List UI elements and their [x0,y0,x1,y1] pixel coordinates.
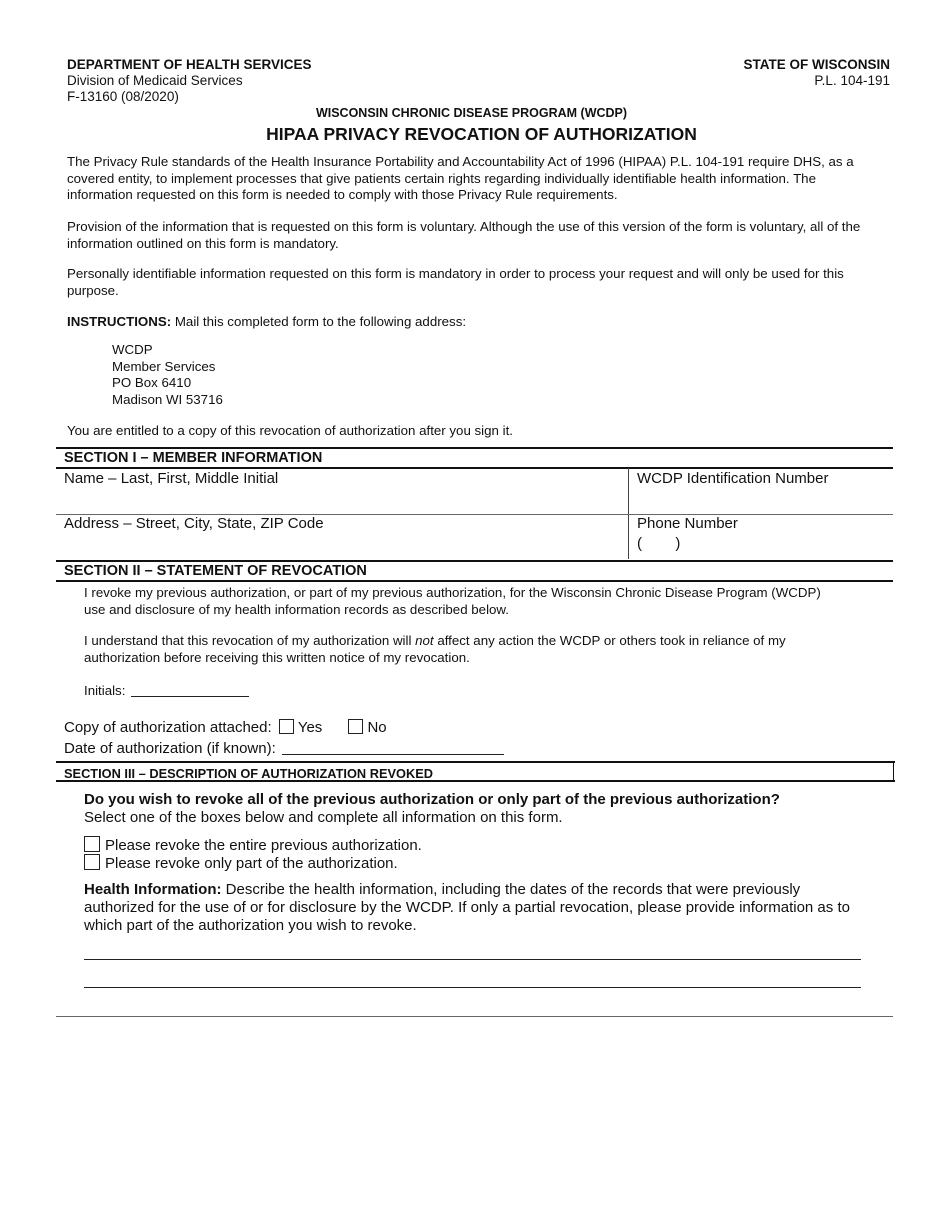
divider [56,467,893,469]
initials-field[interactable] [131,682,249,697]
division-name: Division of Medicaid Services [67,73,243,88]
divider [56,1016,893,1017]
instructions [67,314,466,331]
divider [56,780,895,782]
section-3-title: SECTION III – DESCRIPTION OF AUTHORIZATION REVOKED [64,766,433,781]
address-field[interactable] [60,535,625,557]
page-title: HIPAA PRIVACY REVOCATION OF AUTHORIZATION [266,124,697,144]
initials-row [84,682,249,700]
instructions-text: Mail this completed form to the following address: [171,314,467,329]
copy-note: You are entitled to a copy of this revocation of authorization after you sign it. [67,423,513,438]
state-name: STATE OF WISCONSIN [743,57,890,72]
divider [56,761,895,763]
divider [56,447,893,449]
phone-label: Phone Number [637,515,738,532]
initials-label: Initials: [84,683,126,698]
program-name: WISCONSIN CHRONIC DISEASE PROGRAM (WCDP) [315,106,628,120]
revoke-entire-checkbox[interactable] [84,836,100,852]
public-law: P.L. 104-191 [814,73,890,88]
wcdp-id-field[interactable] [632,490,890,512]
health-info-line[interactable] [84,987,861,988]
option-entire-row [84,836,422,855]
understanding-emphasis: not [415,633,434,648]
intro-paragraph-mandatory: Personally identifiable information requested on this form is mandatory in order to process your request and will only be used for this purpose. [67,266,844,298]
yes-checkbox[interactable] [279,719,294,734]
divider [56,560,893,562]
instructions-label: INSTRUCTIONS: [67,314,172,329]
understanding-text: I understand that this revocation of my authorization will [84,633,416,648]
form-number: F-13160 (08/2020) [67,89,179,104]
health-information [84,881,874,935]
date-label: Date of authorization (if known): [64,740,276,757]
name-label: Name – Last, First, Middle Initial [64,470,279,487]
wcdp-id-label: WCDP Identification Number [637,470,829,487]
copy-attached-label: Copy of authorization attached: [64,719,272,736]
option-part-row [84,854,398,873]
revoke-question: Do you wish to revoke all of the previous authorization or only part of the previous authorization? [84,791,780,808]
address-line: Member Services [112,358,216,374]
revoke-part-label: Please revoke only part of the authorization. [105,855,398,872]
intro-paragraph-voluntary: Provision of the information that is requested on this form is voluntary. Although the use of this version of the form is voluntary, all of the information outlined on this form is mandatory. [67,219,861,251]
mailing-address [112,342,223,408]
address-line: PO Box 6410 [112,375,192,390]
phone-field[interactable]: ( ) [637,535,681,552]
section-2-title: SECTION II – STATEMENT OF REVOCATION [64,563,367,579]
date-field[interactable] [282,740,504,755]
revocation-statement: I revoke my previous authorization, or part of my previous authorization, for the Wisconsin Chronic Disease Program (WCDP) use and disclosure of my health information records as described below. [84,585,821,617]
health-text: Describe the health information, including the dates of the records that were previously authorized for the use of or for disclosure by the WCDP. If only a partial revocation, please provide information as to which part of the authorization you wish to revoke. [84,881,850,934]
department-name: DEPARTMENT OF HEALTH SERVICES [67,57,312,72]
intro-paragraph-privacy: The Privacy Rule standards of the Health Insurance Portability and Accountability Act of 1996 (HIPAA) P.L. 104-191 require DHS, as a covered entity, to implement processes that give patients certain rights regarding individually identifiable health information. The information requested on this form is needed to comply with those Privacy Rule requirements. [67,154,854,202]
date-row [64,740,504,758]
copy-attached-row [64,719,387,737]
select-note: Select one of the boxes below and complete all information on this form. [84,809,563,826]
revocation-understanding [84,633,844,666]
health-info-line[interactable] [84,959,861,960]
name-field[interactable] [60,490,625,512]
revoke-entire-label: Please revoke the entire previous authorization. [105,837,422,854]
understanding-text: affect any action the WCDP or others took in reliance of my authorization before receiving this written notice of my revocation. [84,633,786,665]
divider [893,761,894,781]
address-label: Address – Street, City, State, ZIP Code [64,515,324,532]
address-line: WCDP [112,342,153,357]
address-line: Madison WI 53716 [112,391,223,407]
revoke-part-checkbox[interactable] [84,854,100,870]
yes-label: Yes [297,719,323,736]
divider [56,580,893,582]
section-1-title: SECTION I – MEMBER INFORMATION [64,450,323,466]
no-checkbox[interactable] [348,719,363,734]
health-label: Health Information: [84,881,222,898]
no-label: No [367,719,387,736]
